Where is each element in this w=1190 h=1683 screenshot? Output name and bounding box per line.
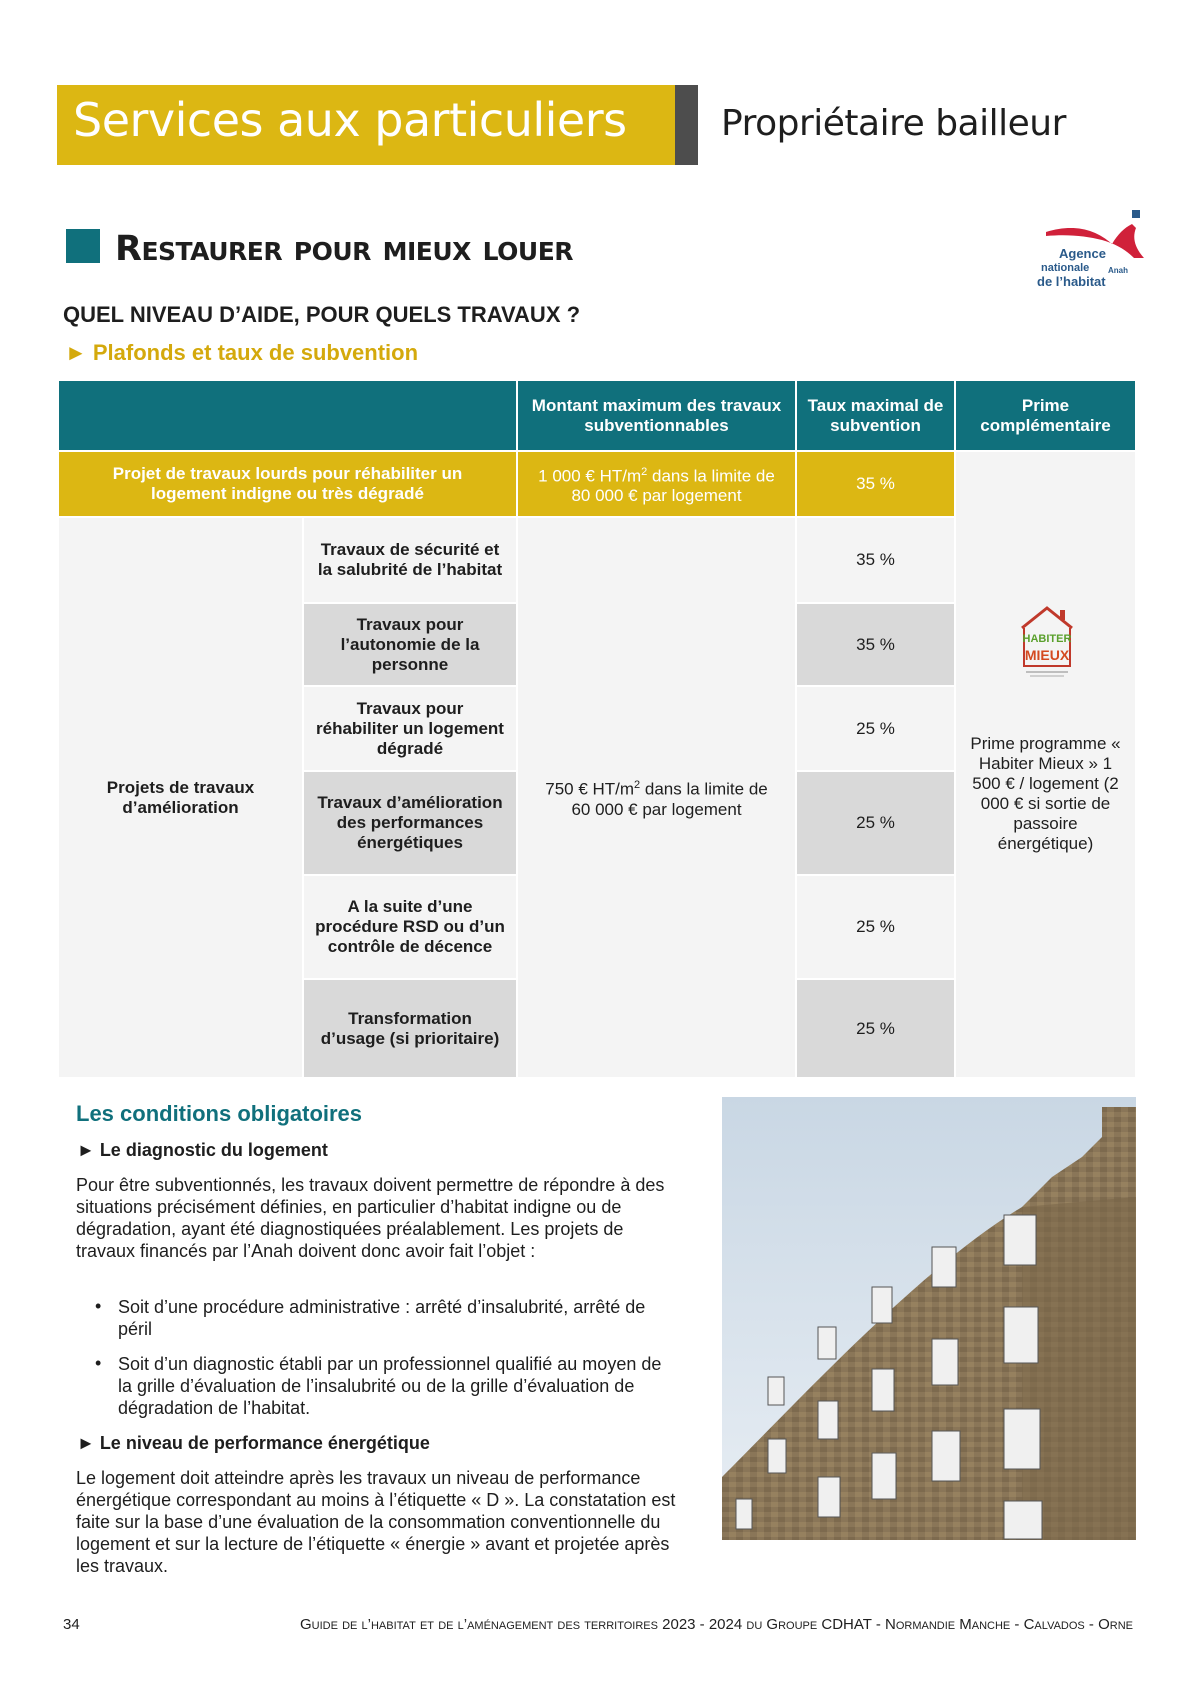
page-number: 34	[63, 1616, 80, 1633]
header-divider	[675, 85, 698, 165]
sub-row-taux: 25 %	[797, 772, 954, 874]
prime-text: Prime programme « Habiter Mieux » 1 500 € / logement (2 000 € si sortie de passoire énergétique)	[970, 734, 1121, 853]
logo-text-nationale: nationale	[1041, 262, 1090, 274]
table-header-prime: Prime complémentaire	[956, 381, 1135, 450]
amelioration-montant: 750 € $HT/m^2$ dans la limite de 60 000 € par logement	[518, 518, 795, 1077]
logo-text-anah: Anah	[1108, 266, 1128, 275]
sub-row-label: Travaux d’amélioration des performances énergétiques	[304, 772, 516, 874]
sub-row-taux: 25 %	[797, 687, 954, 770]
sub-row-label: Transformation d’usage (si prioritaire)	[304, 980, 516, 1077]
row-lourds-label: Projet de travaux lourds pour réhabiliter un logement indigne ou très dégradé	[59, 452, 516, 516]
row-lourds-montant: 1 000 € $HT/m^2$ dans la limite de 80 000 € par logement	[518, 452, 795, 516]
sub-row-taux: 35 %	[797, 604, 954, 685]
svg-text:HABITER: HABITER	[1022, 633, 1072, 645]
habiter-mieux-logo-icon	[1016, 602, 1078, 680]
list-item: Soit d’une procédure administrative : arrêté d’insalubrité, arrêté de péril	[118, 1297, 646, 1339]
sub-row-label: Travaux de sécurité et la salubrité de l’habitat	[304, 518, 516, 602]
page-subtitle: Propriétaire bailleur	[721, 103, 1066, 144]
sub-row-taux: 35 %	[797, 518, 954, 602]
footer-text: Guide de l’habitat et de l’aménagement des territoires 2023 - 2024 du Groupe CDHAT - Normandie Manche - Calvados - Orne	[299, 1616, 1133, 1633]
sub-row-taux: 25 %	[797, 876, 954, 978]
list-item: Soit d’un diagnostic établi par un professionnel qualifié au moyen de la grille d’évaluation de l’insalubrité ou de la grille d’évaluation de dégradation de l’habitat.	[118, 1354, 662, 1418]
amelioration-label: Projets de travaux d’amélioration	[59, 518, 302, 1077]
performance-heading: ► Le niveau de performance énergétique	[77, 1433, 430, 1453]
bullet-icon: •	[95, 1296, 102, 1316]
table-header-empty	[59, 381, 516, 450]
sub-row-label: Travaux pour réhabiliter un logement dégradé	[304, 687, 516, 770]
section-question: QUEL NIVEAU D’AIDE, POUR QUELS TRAVAUX ?	[63, 302, 581, 327]
diagnostic-paragraph: Pour être subventionnés, les travaux doivent permettre de répondre à des situations précisément définies, en particulier d’habitat indigne ou de dégradation, ayant été diagnostiquées préalablement. Les projets de travaux financés par l’Anah doivent donc avoir fait l’objet :	[76, 1175, 665, 1261]
table-header-montant: Montant maximum des travaux subventionnables	[518, 381, 795, 450]
bullet-icon: •	[95, 1353, 102, 1373]
section-title: Restaurer pour mieux louer	[115, 229, 574, 269]
building-photo	[722, 1097, 1136, 1540]
diagnostic-heading: ► Le diagnostic du logement	[77, 1140, 328, 1160]
logo-text-habitat: de l’habitat	[1037, 274, 1106, 289]
sub-row-label: A la suite d’une procédure RSD ou d’un contrôle de décence	[304, 876, 516, 978]
section-square-icon	[66, 229, 100, 263]
performance-paragraph: Le logement doit atteindre après les travaux un niveau de performance énergétique correspondant au moins à l’étiquette « D ». La constatation est faite sur la base d’une évaluation de la consommation conventionnelle du logement et sur la lecture de l’étiquette « énergie » avant et projetée après les travaux.	[76, 1468, 676, 1576]
sub-row-label: Travaux pour l’autonomie de la personne	[304, 604, 516, 685]
section-subheading: ► Plafonds et taux de subvention	[65, 340, 419, 365]
page-title: Services aux particuliers	[73, 93, 627, 147]
conditions-title: Les conditions obligatoires	[76, 1101, 363, 1126]
row-lourds-taux: 35 %	[797, 452, 954, 516]
table-header-taux: Taux maximal de subvention	[797, 381, 954, 450]
svg-text:MIEUX: MIEUX	[1024, 647, 1070, 663]
sub-row-taux: 25 %	[797, 980, 954, 1077]
logo-text-agence: Agence	[1059, 246, 1106, 261]
subsidy-table	[59, 381, 1135, 1077]
